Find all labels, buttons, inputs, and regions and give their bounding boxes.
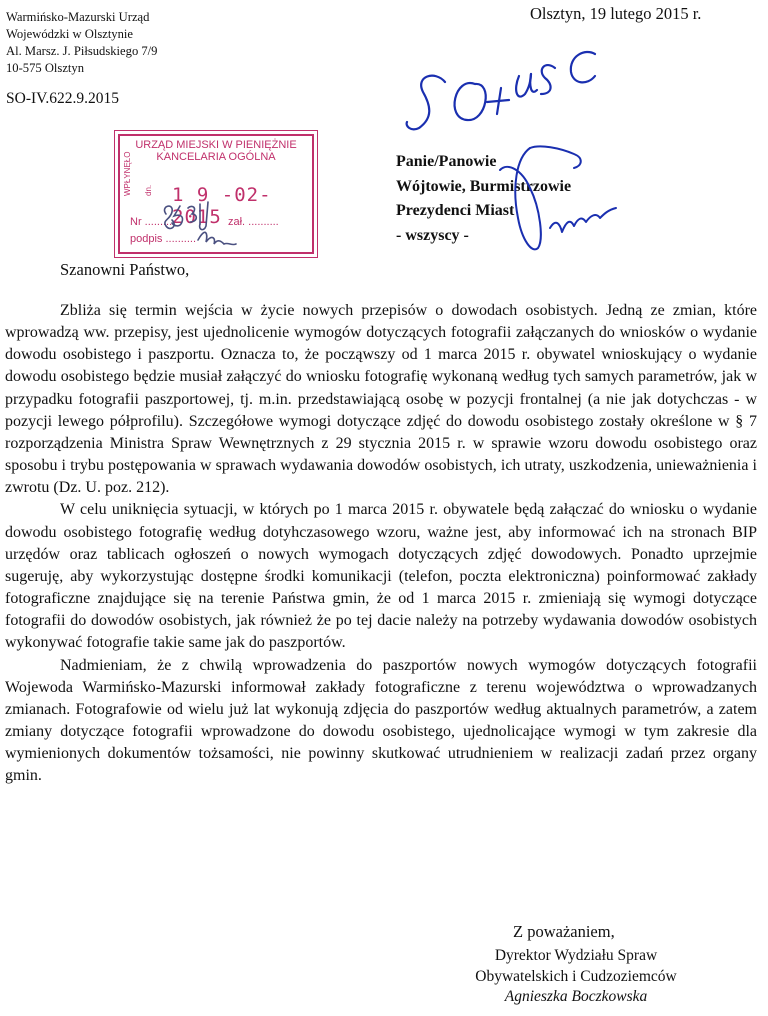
addressee-line: Wójtowie, Burmistrzowie [396, 177, 572, 195]
letter-body [5, 300, 757, 787]
stamp-title-line: URZĄD MIEJSKI W PIENIĘŻNIE [135, 139, 297, 151]
stamp-received-label: WPŁYNĘŁO [123, 151, 132, 196]
handwritten-note [405, 40, 635, 135]
stamp-nr-label: Nr .......... [130, 216, 176, 228]
reference-number: SO-IV.622.9.2015 [6, 90, 119, 107]
body-paragraph: Zbliża się termin wejścia w życie nowych przepisów o dowodach osobistych. Jedną ze zmian, które wprowadzą ww. przepisy, jest ujednolicenie wymogów dotyczących fotografii załączanych do wniosków o wydanie dowodu osobistego i paszportu. Oznacza to, że począwszy od 1 marca 2015 r. obywatel wnioskujący o wydanie dowodu osobistego będzie musiał załączyć do wniosku fotografię wykonaną według tych samych parametrów, jak w przypadku fotografii paszportowej, tj. m.in. przedstawiającą osobę w pozycji frontalnej (a nie jak dotychczas - w pozycji lewego półprofilu). Szczegółowe wymogi dotyczące zdjęć do dowodu osobistego zostały określone w § 7 rozporządzenia Ministra Spraw Wewnętrznych z 29 stycznia 2015 r. w sprawie wzoru dowodu osobistego oraz sposobu i trybu postępowania w sprawach wydawania dowodów osobistych, ich utraty, uszkodzenia, unieważnienia i zwrotu (Dz. U. poz. 212). [5, 302, 757, 497]
stamp-title [120, 139, 312, 163]
addressee-line: Prezydenci Miast [396, 202, 515, 219]
date-line: Olsztyn, 19 lutego 2015 r. [530, 4, 702, 23]
signature-block [430, 946, 722, 1008]
stamp-zal-label: zał. .......... [228, 216, 279, 228]
stamp-dn-label: dn. [144, 184, 153, 196]
stamp-date: 1 9 -02- 2015 [172, 184, 272, 228]
signature-title-line: Dyrektor Wydziału Spraw [494, 947, 658, 964]
handwritten-signature [470, 128, 650, 268]
body-paragraph: Nadmieniam, że z chwilą wprowadzenia do paszportów nowych wymogów dotyczących fotografii Wojewoda Warmińsko-Mazurski informował zakłady fotograficzne z terenu województwa o wprowadzanych zmianach. Fotografowie od wielu już lat wykonują zdjęcia do paszportów według aktualnych parametrów, a zatem zmiany dotyczące fotografii wprowadzone do dowodu osobistego, ujednolicające wymogi w tym zakresie dla wymienionych dokumentów tożsamości, nie powinny skutkować utrudnieniem w realizacji zadań przez organy gmin. [5, 656, 757, 785]
closing: Z poważaniem, [513, 922, 615, 941]
signature-name: Agnieszka Boczkowska [504, 988, 648, 1005]
stamp-podpis-label: podpis .......... [130, 233, 197, 245]
addressee-line: - wszyscy - [396, 226, 469, 244]
sender-line: Wojewódzki w Olsztynie [6, 27, 133, 41]
signature-title-line: Obywatelskich i Cudzoziemców [475, 967, 677, 985]
sender-line: 10-575 Olsztyn [6, 61, 85, 75]
body-paragraph: W celu uniknięcia sytuacji, w których po 1 marca 2015 r. obywatele będą załączać do wniosku o wydanie dowodu osobistego fotografię według dotyhczasowego wzoru, ważne jest, aby informować ich na stronach BIP urzędów oraz tablicach ogłoszeń o nowych wymogach dotyczących zdjęć dowodowych. Ponadto uprzejmie sugeruję, aby wykorzystując dostępne środki komunikacji (telefon, poczta elektroniczna) poinformować zakłady fotograficzne znajdujące się na terenie Państwa gmin, że od 1 marca 2015 r. zmieniają się wymogi dotyczące fotografii do dowodów osobistych, jak również że po tej dacie należy na potrzeby wydawania dowodów osobistych wykonywać fotografie takie same jak do paszportów. [5, 501, 757, 652]
handwritten-registry-number [160, 200, 250, 250]
addressee-line: Panie/Panowie [396, 153, 497, 170]
sender-line: Al. Marsz. J. Piłsudskiego 7/9 [6, 44, 158, 58]
sender-line: Warmińsko-Mazurski Urząd [6, 10, 150, 24]
stamp-title-line: KANCELARIA OGÓLNA [156, 151, 276, 163]
sender-address [6, 9, 157, 77]
greeting: Szanowni Państwo, [60, 260, 190, 279]
